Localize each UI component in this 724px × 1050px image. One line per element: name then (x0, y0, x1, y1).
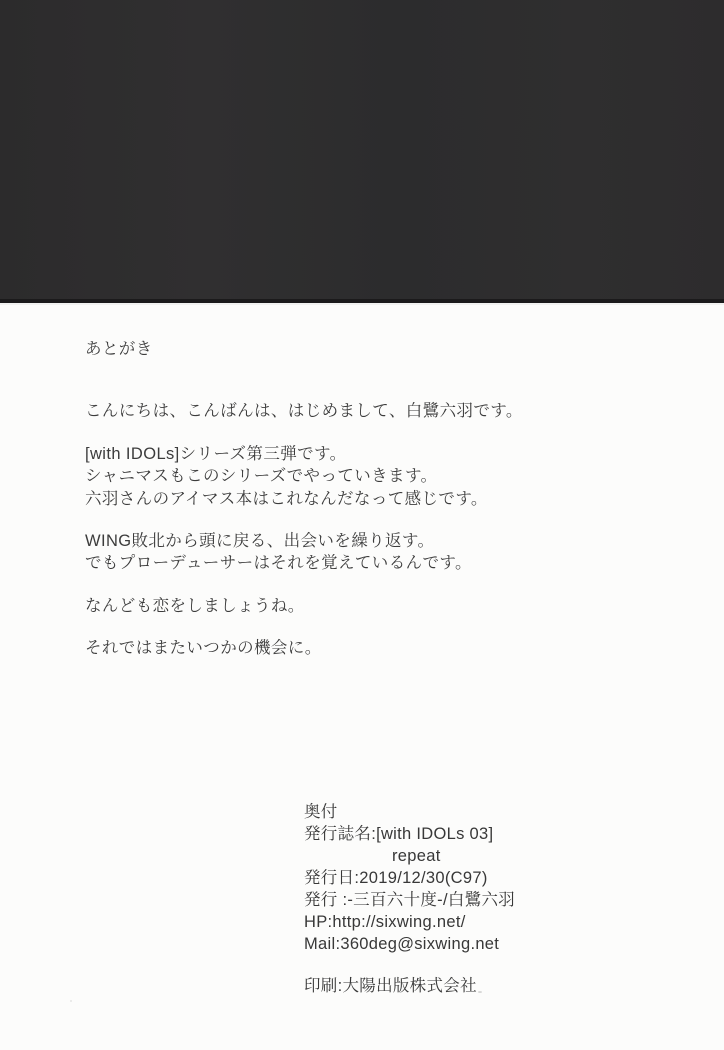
afterword-line: それではまたいつかの機会に。 (85, 639, 322, 658)
afterword-paragraph (85, 400, 645, 422)
colophon-line: 発行 :-三百六十度-/白鷺六羽 (304, 891, 516, 909)
afterword-paragraph (85, 637, 645, 659)
scan-edge-highlight (0, 303, 724, 305)
colophon-line: 奥付 (304, 803, 338, 821)
scan-speck (70, 1000, 72, 1002)
colophon-section (304, 801, 515, 997)
afterword-line: [with IDOLs]シリーズ第三弾です。 (85, 444, 347, 463)
afterword-line: WING敗北から頭に戻る、出会いを繰り返す。 (85, 532, 435, 551)
afterword-line: でもプローデューサーはそれを覚えているんです。 (85, 554, 472, 573)
afterword-section (85, 338, 645, 680)
colophon-line: repeat (392, 847, 441, 865)
afterword-title: あとがき (85, 340, 153, 358)
afterword-paragraph (85, 443, 645, 510)
afterword-paragraph (85, 595, 645, 617)
scan-speck (478, 991, 482, 993)
colophon-line: HP:http://sixwing.net/ (304, 913, 466, 931)
afterword-line: 六羽さんのアイマス本はこれなんだなって感じです。 (85, 489, 488, 508)
colophon-line: Mail:360deg@sixwing.net (304, 935, 500, 953)
colophon-line: 発行日:2019/12/30(C97) (304, 869, 488, 887)
afterword-line: なんども恋をしましょうね。 (85, 596, 305, 615)
dark-cover-block (0, 0, 724, 303)
afterword-line: こんにちは、こんばんは、はじめまして、白鷺六羽です。 (85, 402, 523, 421)
afterword-line: シャニマスもこのシリーズでやっていきます。 (85, 467, 438, 486)
afterword-paragraph (85, 530, 645, 575)
colophon-line: 発行誌名:[with IDOLs 03] (304, 825, 494, 843)
afterword-paragraphs (85, 400, 645, 659)
colophon-line: 印刷:大陽出版株式会社 (304, 977, 477, 995)
